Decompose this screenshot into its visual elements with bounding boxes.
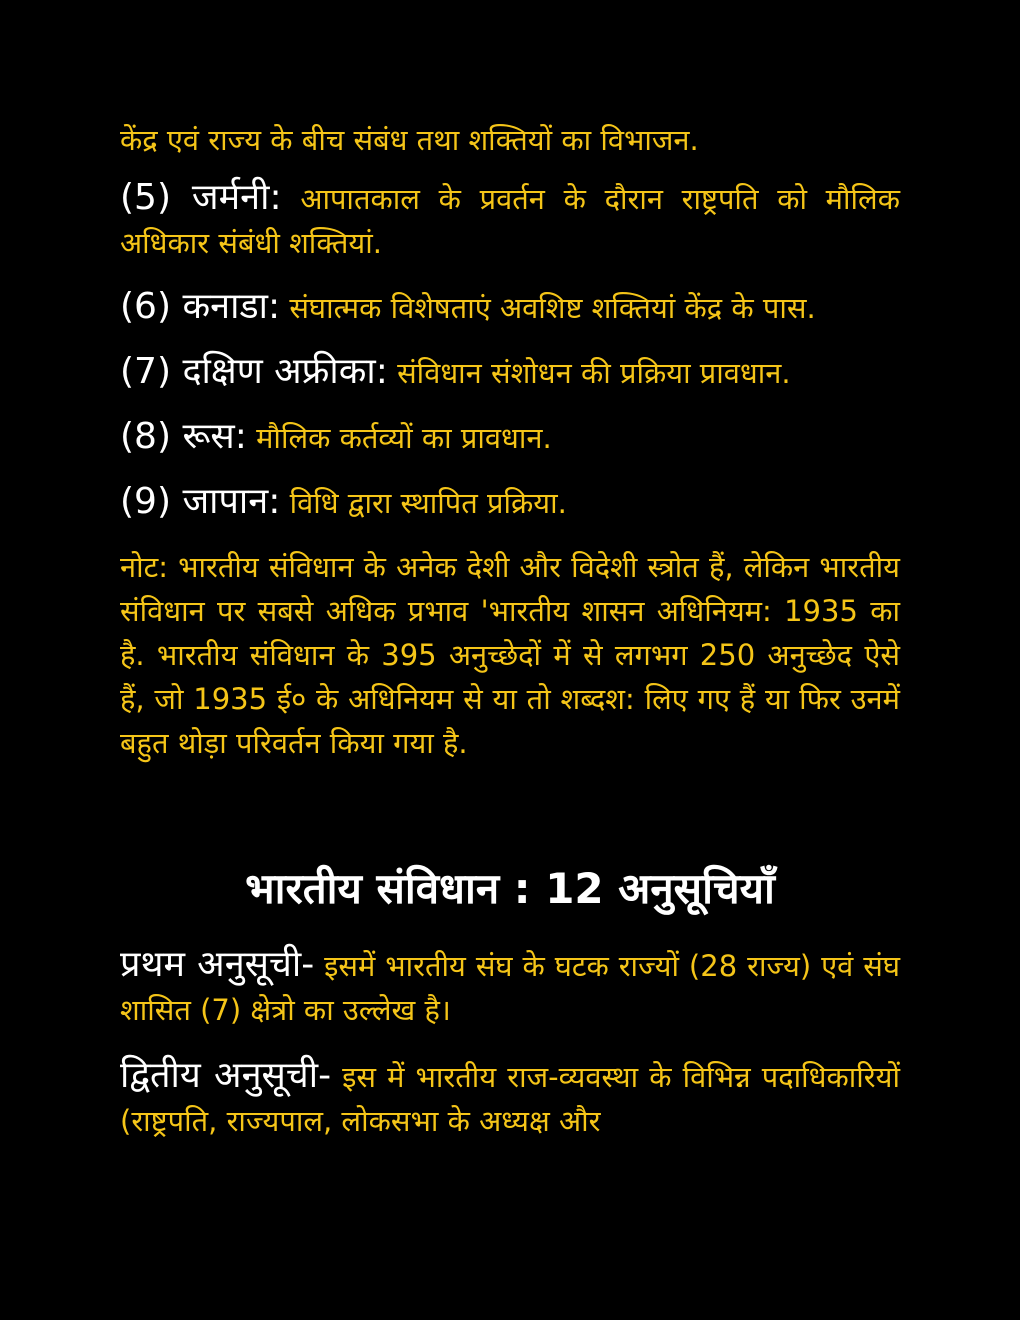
schedule-text: इसमें भारतीय संघ के घटक राज्यों (28 राज्य) एवं संघ शासित (7) क्षेत्रो का उल्लेख है। — [120, 949, 900, 1027]
source-lead: (9) जापान: — [120, 481, 281, 522]
note-paragraph: नोट: भारतीय संविधान के अनेक देशी और विदेशी स्त्रोत हैं, लेकिन भारतीय संविधान पर सबसे अधिक प्रभाव 'भारतीय शासन अधिनियम: 1935 का है. भारतीय संविधान के 395 अनुच्छेदों में से लगभग 250 अनुच्छेद ऐसे हैं, जो 1935 ई० के अधिनियम से या तो शब्दश: लिए गए हैं या फिर उनमें बहुत थोड़ा परिवर्तन किया गया है. — [120, 550, 900, 760]
schedule-first — [120, 943, 900, 1032]
source-text: संविधान संशोधन की प्रक्रिया प्रावधान. — [387, 356, 791, 390]
source-lead: (5) जर्मनी: — [120, 177, 282, 218]
source-germany — [120, 176, 900, 265]
source-lead: (7) दक्षिण अफ्रीका: — [120, 351, 388, 392]
schedule-lead: द्वितीय अनुसूची- — [120, 1055, 332, 1096]
schedule-text: इस में भारतीय राज-व्यवस्था के विभिन्न पदाधिकारियों (राष्ट्रपति, राज्यपाल, लोकसभा के अध्यक्ष और — [120, 1060, 901, 1138]
source-japan — [120, 480, 900, 525]
document-page — [120, 118, 900, 1165]
source-text: विधि द्वारा स्थापित प्रक्रिया. — [280, 486, 567, 520]
source-text: मौलिक कर्तव्यों का प्रावधान. — [246, 421, 552, 455]
source-south-africa — [120, 350, 900, 395]
schedule-second — [120, 1054, 900, 1143]
source-text: संघात्मक विशेषताएं अवशिष्ट शक्तियां केंद्र के पास. — [280, 291, 816, 325]
source-lead: (6) कनाडा: — [120, 286, 281, 327]
section-heading: भारतीय संविधान : 12 अनुसूचियाँ — [245, 864, 775, 913]
intro-line: केंद्र एवं राज्य के बीच संबंध तथा शक्तियों का विभाजन. — [120, 123, 699, 157]
source-lead: (8) रूस: — [120, 416, 247, 457]
schedule-lead: प्रथम अनुसूची- — [120, 944, 315, 985]
source-canada — [120, 285, 900, 330]
source-text: आपातकाल के प्रवर्तन के दौरान राष्ट्रपति को मौलिक अधिकार संबंधी शक्तियां. — [120, 182, 900, 260]
source-russia — [120, 415, 900, 460]
